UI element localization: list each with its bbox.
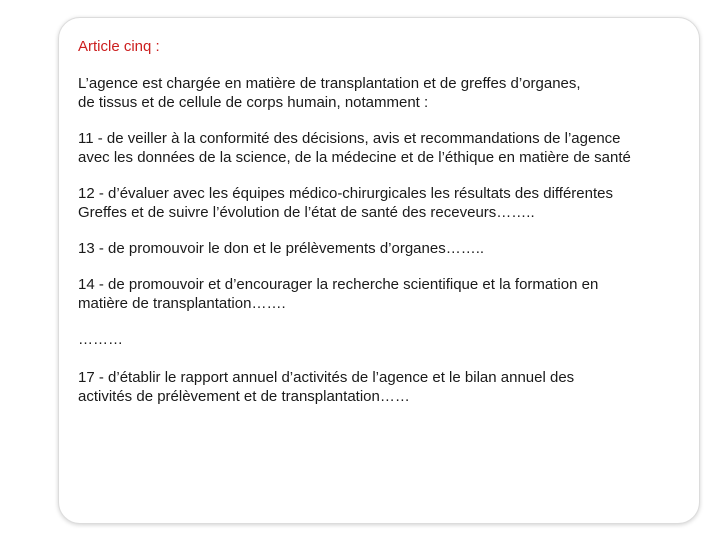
item-11-paragraph (78, 129, 718, 167)
article-title: Article cinq : (78, 38, 160, 55)
paragraph-line: matière de transplantation……. (78, 295, 286, 312)
paragraph-line: activités de prélèvement et de transplantation…… (78, 388, 410, 405)
item-17-paragraph (78, 368, 718, 406)
paragraph-line: Greffes et de suivre l’évolution de l’état de santé des receveurs…….. (78, 204, 535, 221)
paragraph-line: avec les données de la science, de la médecine et de l’éthique en matière de santé (78, 149, 631, 166)
item-13-paragraph (78, 239, 718, 258)
item-12-paragraph (78, 184, 718, 222)
ellipsis-paragraph (78, 330, 718, 349)
paragraph-line: ……… (78, 331, 123, 348)
paragraph-line: 12 - d’évaluer avec les équipes médico-chirurgicales les résultats des différentes (78, 185, 613, 202)
slide-content (78, 37, 718, 423)
paragraph-line: 11 - de veiller à la conformité des décisions, avis et recommandations de l’agence (78, 130, 621, 147)
item-14-paragraph (78, 275, 718, 313)
paragraph-line: 14 - de promouvoir et d’encourager la recherche scientifique et la formation en (78, 276, 599, 293)
intro-paragraph (78, 74, 718, 112)
paragraph-line: L’agence est chargée en matière de transplantation et de greffes d’organes, (78, 75, 581, 92)
paragraph-line: 17 - d’établir le rapport annuel d’activités de l’agence et le bilan annuel des (78, 369, 575, 386)
paragraph-line: de tissus et de cellule de corps humain, notamment : (78, 94, 429, 111)
paragraph-line: 13 - de promouvoir le don et le prélèvements d’organes…….. (78, 240, 485, 257)
